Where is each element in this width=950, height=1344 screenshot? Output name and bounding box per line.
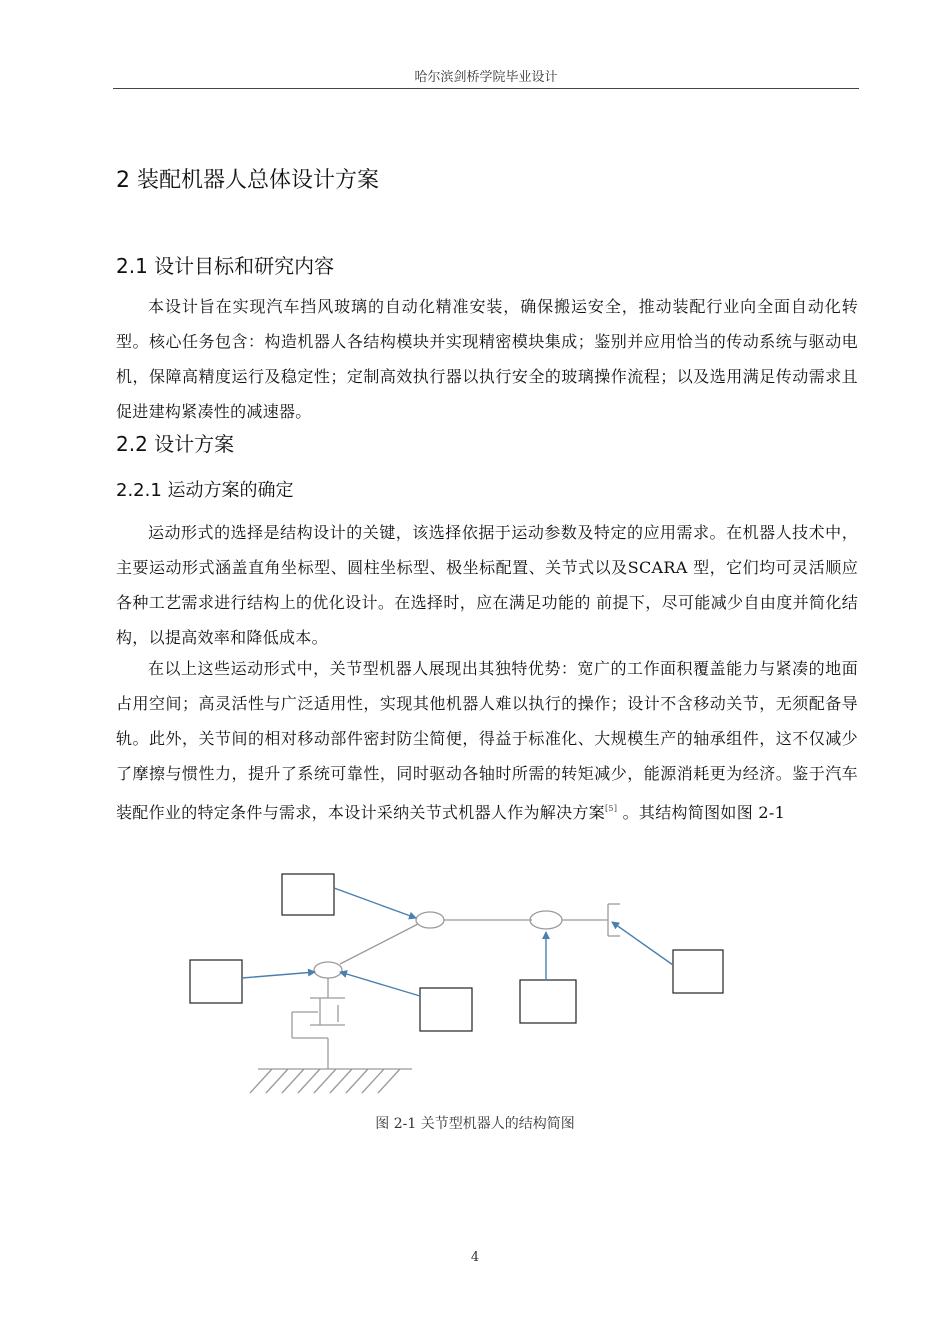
paragraph-2-tail: 。其结构简图如图 2-1	[617, 803, 786, 822]
arrow-2	[242, 972, 315, 978]
ground-hatch	[250, 1069, 400, 1093]
page-number: 4	[470, 1250, 480, 1265]
arrow-5	[612, 922, 673, 965]
upper-arm	[340, 924, 418, 964]
label-box-5	[673, 950, 723, 993]
label-box-1	[282, 874, 334, 915]
robot-structure-diagram	[180, 860, 740, 1100]
label-box-4	[520, 980, 576, 1023]
wrist-joint	[530, 911, 562, 929]
citation-ref: [5]	[605, 804, 618, 813]
section-2-2-1-paragraph-1: 运动形式的选择是结构设计的关键，该选择依据于运动参数及特定的应用需求。在机器人技术中，主要运动形式涵盖直角坐标型、圆柱坐标型、极坐标配置、关节式以及SCARA 型，它们均可灵活顺应各种工艺需求进行结构上的优化设计。在选择时，应在满足功能的 前提下，尽可能减少自由度并简化结构，以提高效率和降低成本。	[116, 523, 858, 647]
section-2-2-1-paragraph-2	[116, 651, 858, 830]
header-rule	[113, 88, 859, 89]
running-header: 哈尔滨剑桥学院毕业设计	[414, 70, 558, 85]
figure-caption: 图 2-1 关节型机器人的结构简图	[375, 1116, 575, 1132]
paragraph-2-body: 在以上这些运动形式中，关节型机器人展现出其独特优势：宽广的工作面积覆盖能力与紧凑的地面占用空间；高灵活性与广泛适用性，实现其他机器人难以执行的操作；设计不含移动关节，无须配备导轨。此外，关节间的相对移动部件密封防尘简便，得益于标准化、大规模生产的轴承组件，这不仅减少了摩擦与惯性力，提升了系统可靠性，同时驱动各轴时所需的转矩减少，能源消耗更为经济。鉴于汽车装配作业的特定条件与需求，本设计采纳关节式机器人作为解决方案	[116, 659, 858, 822]
section-2-1-paragraph: 本设计旨在实现汽车挡风玻璃的自动化精准安装，确保搬运安全，推动装配行业向全面自动化转型。核心任务包含：构造机器人各结构模块并实现精密模块集成；鉴别并应用恰当的传动系统与驱动电机，保障高精度运行及稳定性；定制高效执行器以执行安全的玻璃操作流程；以及选用满足传动需求且促进建构紧凑性的减速器。	[116, 297, 858, 421]
section-2-2-1-title: 2.2.1 运动方案的确定	[116, 480, 294, 501]
label-box-3	[420, 988, 472, 1031]
shoulder-joint	[314, 962, 342, 978]
chapter-title: 2 装配机器人总体设计方案	[116, 168, 379, 193]
section-2-2-title: 2.2 设计方案	[116, 432, 235, 456]
elbow-joint	[416, 912, 444, 928]
section-2-1-title: 2.1 设计目标和研究内容	[116, 254, 335, 278]
arrow-3	[340, 972, 420, 996]
label-box-2	[190, 960, 242, 1003]
arrow-1	[334, 888, 416, 918]
end-effector	[608, 904, 620, 936]
